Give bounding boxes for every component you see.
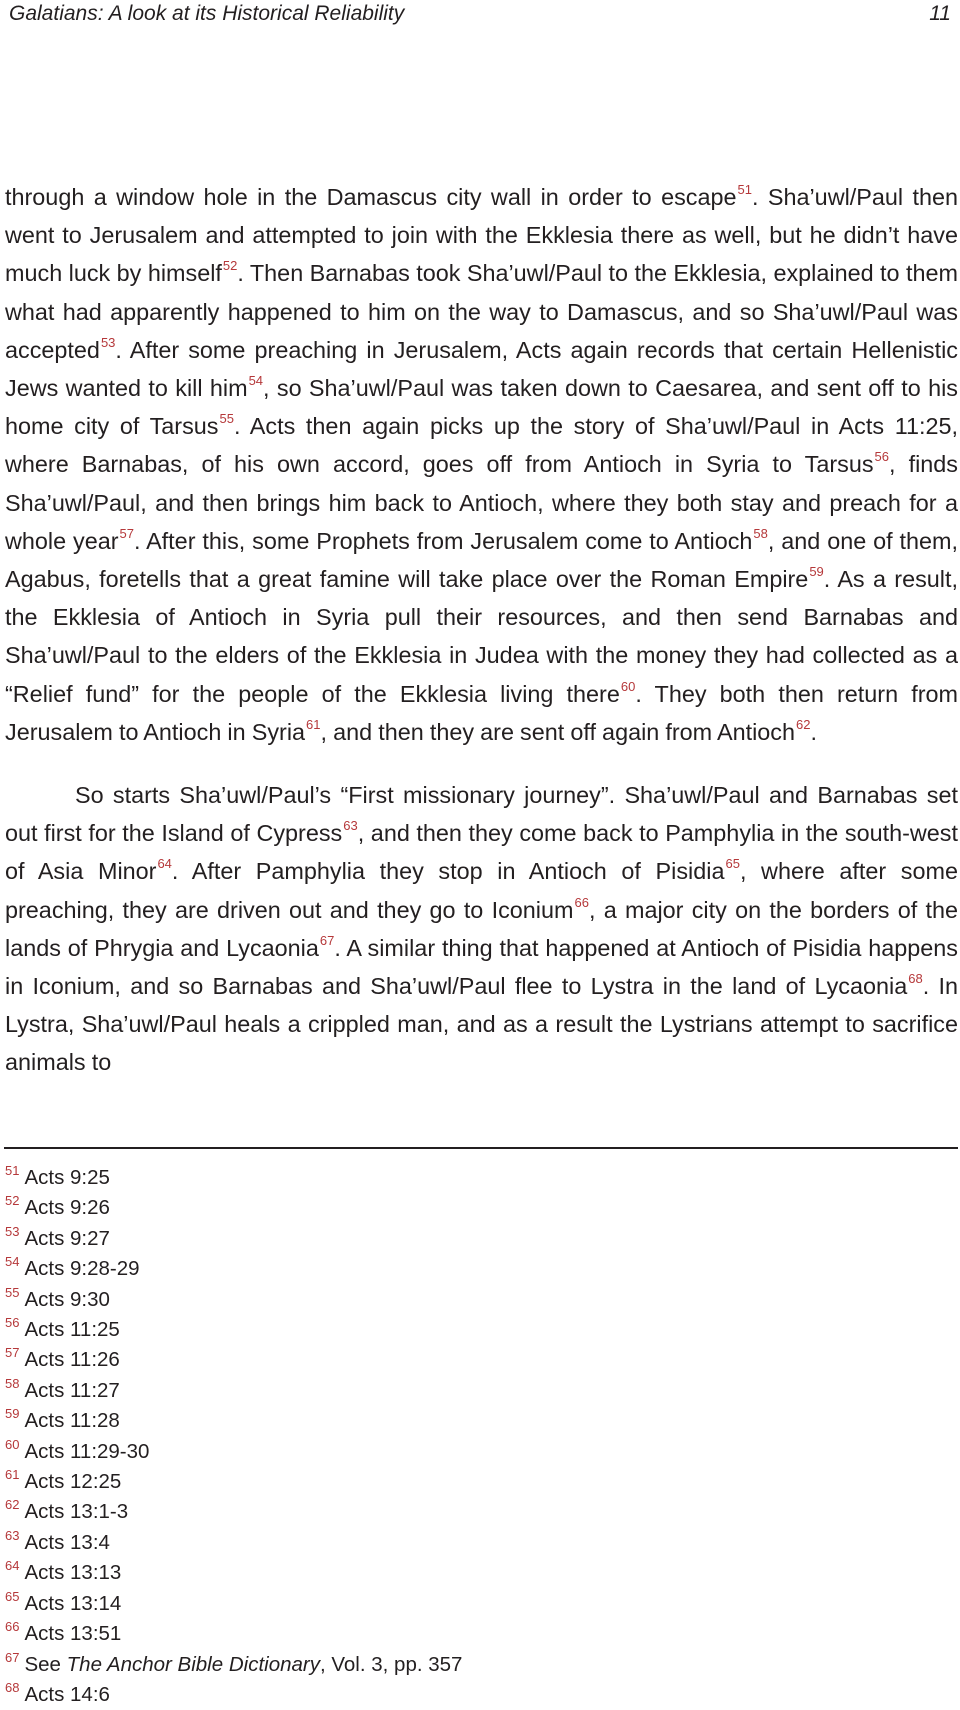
text-run: , finds Sha’uwl/Paul, and then brings him back to Antioch, where they both stay and preach for a whole year: [5, 451, 958, 554]
footnote-64: [5, 1558, 945, 1588]
footnote-ref-52[interactable]: 52: [222, 258, 238, 274]
footnote-text: Acts 11:27: [24, 1378, 120, 1402]
footnote-61: [5, 1467, 945, 1497]
footnote-text: Acts 9:30: [24, 1287, 110, 1311]
footnote-number: 61: [5, 1467, 20, 1483]
footnote-ref-62[interactable]: 62: [796, 716, 811, 732]
footnote-text: Acts 9:27: [24, 1226, 110, 1250]
footnote-text: Acts 9:28-29: [24, 1257, 140, 1281]
footnote-number: 68: [5, 1679, 20, 1695]
text-run: So starts Sha’uwl/Paul’s “First missionary journey”. Sha’uwl/Paul and Barnabas set out first for the Island of Cypress: [5, 782, 958, 847]
footnote-number: 57: [5, 1345, 20, 1361]
footnote-text: Acts 9:26: [24, 1196, 110, 1220]
running-header: [9, 0, 951, 28]
footnote-55: [5, 1285, 945, 1315]
text-run: . As a result, the Ekklesia of Antioch in Syria pull their resources, and then send Barnabas and Sha’uwl/Paul to the elders of the Ekklesia in Judea with the money they had collected as a “Relief fund” for the people of the Ekklesia living there: [5, 566, 958, 707]
footnote-ref-57[interactable]: 57: [119, 525, 134, 541]
footnote-text: Acts 13:1-3: [24, 1500, 129, 1524]
text-run: . A similar thing that happened at Antioch of Pisidia happens in Iconium, and so Barnabas and Sha’uwl/Paul flee to Lystra in the land of Lycaonia: [5, 934, 958, 1000]
footnote-53: [5, 1224, 945, 1254]
footnote-51: [5, 1163, 945, 1193]
footnote-65: [5, 1589, 945, 1619]
footnote-number: 59: [5, 1406, 20, 1422]
text-run: , and then they are sent off again from Antioch: [320, 718, 795, 745]
footnote-text: , Vol. 3, pp. 357: [319, 1652, 463, 1676]
footnote-ref-68[interactable]: 68: [908, 971, 923, 987]
footnote-66: [5, 1619, 945, 1649]
paragraph-2: [5, 776, 958, 1082]
footnote-ref-64[interactable]: 64: [157, 856, 172, 872]
text-run: . After this, some Prophets from Jerusalem come to Antioch: [133, 527, 753, 554]
text-run: , and one of them, Agabus, foretells that a great famine will take place over the Roman Empire: [5, 527, 959, 593]
running-title: Galatians: A look at its Historical Reliability: [9, 2, 405, 25]
footnote-text: Acts 13:14: [24, 1591, 122, 1615]
footnote-number: 64: [5, 1558, 20, 1574]
footnote-number: 55: [5, 1284, 20, 1300]
text-run: . After some preaching in Jerusalem, Acts again records that certain Hellenistic Jews wanted to kill him: [5, 336, 958, 402]
footnote-number: 56: [5, 1315, 20, 1331]
footnote-text: See: [24, 1652, 67, 1676]
footnote-ref-66[interactable]: 66: [574, 894, 589, 910]
footnote-number: 67: [5, 1649, 20, 1665]
paragraph-1: [5, 178, 958, 751]
footnote-60: [5, 1437, 945, 1467]
footnote-number: 58: [5, 1375, 20, 1391]
text-run: . After Pamphylia they stop in Antioch of Pisidia: [171, 858, 725, 885]
footnote-text: Acts 11:29-30: [24, 1439, 150, 1463]
footnote-number: 66: [5, 1619, 20, 1635]
footnote-ref-67[interactable]: 67: [319, 932, 335, 948]
footnote-ref-63[interactable]: 63: [343, 818, 358, 834]
footnote-68: [5, 1680, 945, 1710]
footnote-ref-51[interactable]: 51: [737, 182, 752, 197]
footnote-separator: [4, 1147, 958, 1149]
footnote-text: Acts 14:6: [24, 1682, 110, 1706]
footnote-52: [5, 1193, 945, 1223]
footnote-ref-60[interactable]: 60: [620, 678, 636, 694]
text-run: through a window hole in the Damascus city wall in order to escape: [5, 184, 737, 210]
footnote-number: 60: [5, 1436, 20, 1452]
footnote-62: [5, 1497, 945, 1527]
footnote-number: 65: [5, 1588, 20, 1604]
text-run: . They both then return from Jerusalem to Antioch in Syria: [5, 680, 958, 745]
footnote-number: 62: [5, 1497, 20, 1513]
footnote-63: [5, 1528, 945, 1558]
text-run: . Sha’uwl/Paul then went to Jerusalem and attempted to join with the Ekklesia there as well, but he didn’t have much luck by himself: [5, 184, 959, 287]
footnote-number: 63: [5, 1527, 20, 1543]
footnote-54: [5, 1254, 945, 1284]
footnote-text: Acts 11:26: [24, 1348, 120, 1372]
page-number: 11: [929, 2, 951, 25]
footnote-56: [5, 1315, 945, 1345]
footnote-text: Acts 11:28: [24, 1409, 120, 1433]
footnote-ref-59[interactable]: 59: [809, 564, 824, 580]
footnote-59: [5, 1406, 945, 1436]
footnote-58: [5, 1376, 945, 1406]
text-run: .: [810, 718, 817, 745]
footnote-67: [5, 1650, 945, 1680]
footnote-text: Acts 13:13: [24, 1561, 122, 1585]
text-run: , where after some preaching, they are driven out and they go to Iconium: [5, 858, 959, 923]
footnote-ref-56[interactable]: 56: [874, 449, 890, 465]
text-run: . Then Barnabas took Sha’uwl/Paul to the Ekklesia, explained to them what had apparently happened to him on the way to Damascus, and so Sha’uwl/Paul was accepted: [5, 260, 958, 363]
footnote-text: Acts 9:25: [24, 1166, 110, 1189]
footnote-ref-61[interactable]: 61: [306, 716, 321, 732]
book-title: The Anchor Bible Dictionary: [66, 1652, 320, 1676]
footnote-number: 54: [5, 1254, 20, 1270]
footnote-57: [5, 1345, 945, 1375]
text-run: . In Lystra, Sha’uwl/Paul heals a crippled man, and as a result the Lystrians attempt to sacrifice animals to: [5, 973, 958, 1076]
footnote-number: 52: [5, 1193, 20, 1209]
footnote-text: Acts 13:4: [24, 1530, 110, 1554]
footnote-ref-65[interactable]: 65: [725, 856, 740, 872]
footnote-text: Acts 12:25: [24, 1470, 122, 1494]
footnote-ref-53[interactable]: 53: [100, 334, 116, 350]
footnote-number: 51: [5, 1163, 20, 1178]
footnote-text: Acts 13:51: [24, 1622, 122, 1646]
footnote-ref-55[interactable]: 55: [219, 411, 234, 427]
footnote-ref-58[interactable]: 58: [753, 525, 768, 541]
footnote-ref-54[interactable]: 54: [248, 373, 264, 389]
footnotes-list: [5, 1163, 945, 1710]
footnote-number: 53: [5, 1223, 20, 1239]
text-run: . Acts then again picks up the story of Sha’uwl/Paul in Acts 11:25, where Barnabas, of his own accord, goes off from Antioch in Syria to Tarsus: [5, 413, 958, 478]
footnote-text: Acts 11:25: [24, 1318, 120, 1342]
text-run: , a major city on the borders of the lands of Phrygia and Lycaonia: [5, 896, 958, 961]
text-run: , and then they come back to Pamphylia in the south-west of Asia Minor: [5, 820, 958, 885]
body-text: [5, 178, 958, 1082]
text-run: , so Sha’uwl/Paul was taken down to Caesarea, and sent off to his home city of Tarsus: [5, 375, 958, 440]
